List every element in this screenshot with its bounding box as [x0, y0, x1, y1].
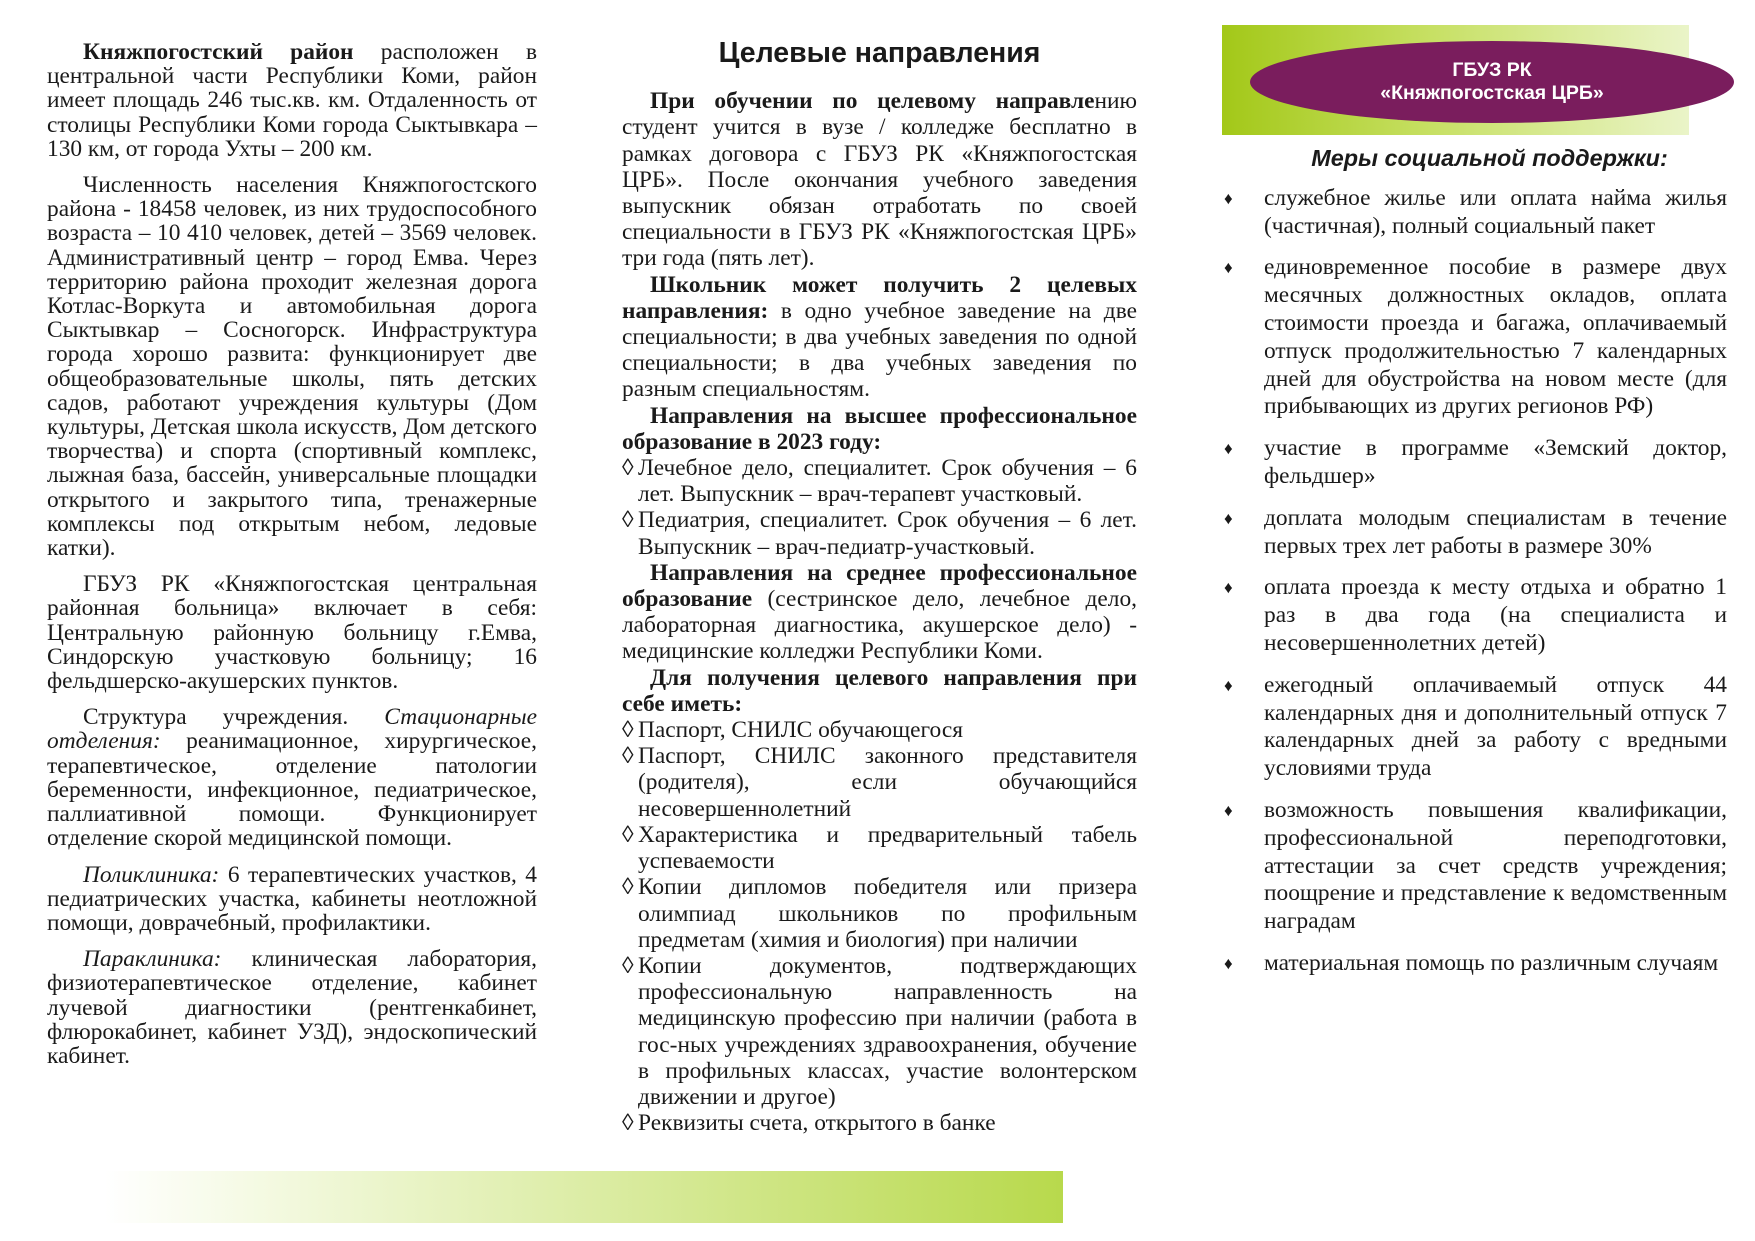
list-item-text: Паспорт, СНИЛС законного представителя (родителя), если обучающийся несовершеннолетний — [638, 743, 1137, 822]
list-item-text: Педиатрия, специалитет. Срок обучения – 6 лет. Выпускник – врач-педиатр-участковый. — [638, 507, 1137, 560]
list-item — [1222, 505, 1727, 561]
intro-paragraph — [622, 88, 1137, 271]
diamond-outline-icon: ◊ — [622, 743, 634, 770]
list-item — [622, 874, 1137, 953]
list-item-text: Паспорт, СНИЛС обучающегося — [638, 717, 963, 744]
diamond-outline-icon: ◊ — [622, 717, 634, 744]
list-item-text: доплата молодым специалистам в течение первых трех лет работы в размере 30% — [1264, 504, 1727, 559]
paraclinic-paragraph — [47, 947, 537, 1068]
middle-heading: Направления на среднее профессиональное образование — [622, 559, 1137, 613]
diamond-outline-icon: ◊ — [622, 821, 634, 848]
hospital-paragraph: ГБУЗ РК «Княжпогостская центральная районная больница» включает в себя: Центральную районную больницу г.Емва, Синдорскую участковую больницу; 16 фельдшерско-акушерских пунктов. — [47, 571, 537, 695]
structure-lead: Структура учреждения. — [83, 704, 385, 731]
list-item-text: единовременное пособие в размере двух месячных должностных окладов, оплата стоимости проезда и багажа, оплачиваемый отпуск продолжительностью 7 календарных дней для обустройства на новом месте (для прибывающих из других регионов РФ) — [1264, 254, 1727, 420]
list-item-text: возможность повышения квалификации, профессиональной переподготовки, аттестации за счет средств учреждения; поощрение и представление к ведомственным наградам — [1264, 796, 1727, 935]
polyclinic-label: Поликлиника: — [83, 861, 220, 888]
social-support-column — [1222, 145, 1727, 992]
diamond-bullet-icon: ♦ — [1224, 439, 1233, 459]
documents-heading-text: Для получения целевого направления при себе иметь: — [622, 664, 1137, 717]
paraclinic-label: Параклиника: — [83, 946, 222, 973]
list-item — [1222, 435, 1727, 491]
paraclinic-list: клиническая лаборатория, физиотерапевтическое отделение, кабинет лучевой диагностики (рентгенкабинет, флюрокабинет, кабинет УЗД), эндоскопический кабинет. — [47, 946, 537, 1069]
list-item-text: Копии документов, подтверждающих профессиональную направленность на медицинскую профессию при наличии (работа в гос-ных учреждениях здравоохранения, обучение в профильных классах, участие волонтерском движении и другое) — [638, 952, 1137, 1110]
list-item — [1222, 672, 1727, 783]
list-item — [622, 1110, 1137, 1136]
middle-text: (сестринское дело, лечебное дело, лабораторная диагностика, акушерское дело) - медицинские колледжи Республики Коми. — [622, 586, 1137, 665]
higher-education-heading — [622, 403, 1137, 455]
school-bold: Школьник может получить 2 целевых направления: — [622, 271, 1137, 324]
list-item-text: служебное жилье или оплата найма жилья (частичная), полный социальный пакет — [1264, 184, 1727, 239]
district-description: расположен в центральной части Республики Коми, район имеет площадь 246 тыс.кв. км. Отдаленность от столицы Республики Коми города Сыктывкара – 130 км, от города Ухты – 200 км. — [47, 39, 537, 162]
list-item — [1222, 950, 1727, 978]
intro-bold: При обучении по целевому направле — [650, 88, 1095, 115]
list-item — [622, 717, 1137, 743]
diamond-outline-icon: ◊ — [622, 952, 634, 979]
list-item-text: Лечебное дело, специалитет. Срок обучения – 6 лет. Выпускник – врач-терапевт участковый. — [638, 455, 1137, 508]
diamond-bullet-icon: ♦ — [1224, 800, 1233, 820]
list-item — [622, 743, 1137, 822]
diamond-bullet-icon: ♦ — [1224, 258, 1233, 278]
list-item — [622, 953, 1137, 1110]
diamond-outline-icon: ◊ — [622, 874, 634, 901]
structure-paragraph — [47, 705, 537, 850]
inpatient-label: Стационарные отделения: — [47, 704, 537, 755]
polyclinic-list: 6 терапевтических участков, 4 педиатрических участка, кабинеты неотложной помощи, доврачебный, профилактики. — [47, 861, 537, 936]
section-heading: Целевые направления — [718, 37, 1041, 69]
documents-heading — [622, 665, 1137, 717]
polyclinic-paragraph — [47, 863, 537, 936]
intro-text: нию студент учится в вузе / колледже бесплатно в рамках договора с ГБУЗ РК «Княжпогостская ЦРБ». После окончания учебного заведения выпускник обязан отработать по своей специальности в ГБУЗ РК «Княжпогостская ЦРБ» три года (пять лет). — [622, 88, 1137, 272]
list-item-text: Характеристика и предварительный табель успеваемости — [638, 821, 1137, 875]
middle-education-paragraph — [622, 560, 1137, 665]
school-text: в одно учебное заведение на две специальности; в два учебных заведения по одной специальности; в два учебных заведения по разным специальностям. — [622, 297, 1137, 403]
organization-name-line2: «Княжпогостская ЦРБ» — [1380, 82, 1604, 104]
diamond-outline-icon: ◊ — [622, 507, 634, 534]
list-item — [622, 822, 1137, 874]
higher-education-list — [622, 455, 1137, 560]
list-item — [622, 455, 1137, 507]
diamond-bullet-icon: ♦ — [1224, 675, 1233, 695]
list-item — [1222, 185, 1727, 241]
list-item — [622, 507, 1137, 559]
organization-badge — [1250, 41, 1734, 123]
decorative-band — [105, 1171, 1063, 1223]
diamond-bullet-icon: ♦ — [1224, 508, 1233, 528]
target-referral-column — [622, 37, 1137, 1137]
support-heading: Меры социальной поддержки: — [1311, 145, 1668, 171]
support-list — [1222, 185, 1727, 978]
list-item — [1222, 254, 1727, 421]
diamond-bullet-icon: ♦ — [1224, 953, 1233, 973]
list-item-text: материальная помощь по различным случаям — [1264, 949, 1719, 976]
list-item-text: оплата проезда к месту отдыха и обратно 1 раз в два года (на специалиста и несовершеннолетних детей) — [1264, 574, 1727, 656]
diamond-outline-icon: ◊ — [622, 1110, 634, 1137]
district-info-column — [47, 40, 537, 1068]
district-paragraph — [47, 40, 537, 161]
list-item — [1222, 797, 1727, 936]
list-item-text: ежегодный оплачиваемый отпуск 44 календарных дня и дополнительный отпуск 7 календарных дней за работу с вредными условиями труда — [1264, 671, 1727, 782]
diamond-outline-icon: ◊ — [622, 455, 634, 482]
inpatient-list: реанимационное, хирургическое, терапевтическое, отделение патологии беременности, инфекционное, педиатрическое, паллиативной помощи. Функционирует отделение скорой медицинской помощи. — [47, 728, 537, 852]
documents-list — [622, 717, 1137, 1136]
list-item-text: участие в программе «Земский доктор, фельдшер» — [1264, 435, 1727, 489]
organization-name-line1: ГБУЗ РК — [1452, 59, 1532, 81]
population-paragraph: Численность населения Княжпогостского района - 18458 человек, из них трудоспособного возраста – 10 410 человек, детей – 3569 человек. Административный центр – город Емва. Через территорию района проходит железная дорога Котлас-Воркута и автомобильная дорога Сыктывкар – Сосногорск. Инфраструктура города хорошо развита: функционирует две общеобразовательные школы, пять детских садов, работают учреждения культуры (Дом культуры, Детская школа искусств, Дом детского творчества) и спорта (спортивный комплекс, лыжная база, бассейн, универсальные площадки открытого и закрытого типа, тренажерные комплексы под открытым небом, ледовые катки). — [47, 172, 537, 562]
school-paragraph — [622, 272, 1137, 403]
diamond-bullet-icon: ♦ — [1224, 578, 1233, 598]
diamond-bullet-icon: ♦ — [1224, 188, 1233, 208]
list-item — [1222, 574, 1727, 657]
higher-heading-text: Направления на высшее профессиональное образование в 2023 году: — [622, 402, 1137, 455]
district-name: Княжпогостский район — [83, 39, 354, 65]
list-item-text: Реквизиты счета, открытого в банке — [638, 1110, 996, 1137]
list-item-text: Копии дипломов победителя или призера олимпиад школьников по профильным предметам (химия и биология) при наличии — [638, 874, 1137, 953]
